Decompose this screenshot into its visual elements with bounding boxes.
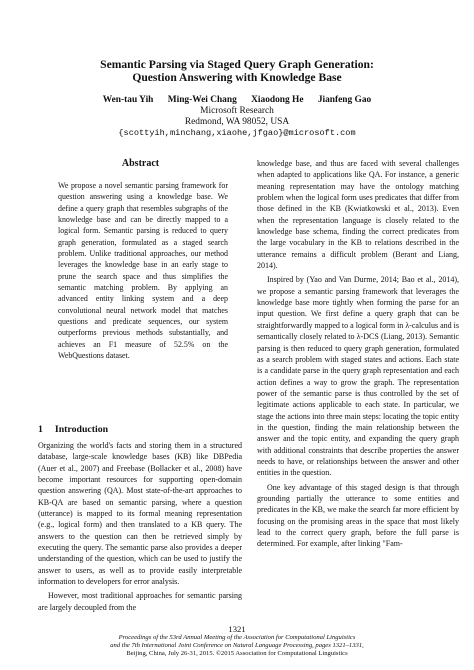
footer-line-3: Beijing, China, July 26-31, 2015. ©2015 Association for Computational Linguistics: [126, 649, 348, 657]
section-number: 1: [38, 424, 43, 435]
page-number: 1321: [228, 624, 246, 634]
paragraph: Organizing the world's facts and storing them in a structured database, large-scale knowledge bases (KB) like DBPedia (Auer et al., 2007) and Freebase (Bollacker et al., 2008) have become important resources for supporting open-domain question answering (QA). Most state-of-the-art approaches to KB-QA are based on semantic parsing, where a question (utterance) is mapped to its formal meaning representation (e.g., logical form) and then translated to a KB query. The answers to the question can then be retrieved simply by executing the query. The semantic parse also provides a deeper understanding of the question, which can be used to justify the answer to users, as well as to provide easily interpretable information to developers for error analysis.: [38, 441, 242, 587]
paragraph: Inspired by (Yao and Van Durme, 2014; Bao et al., 2014), we propose a semantic parsing framework that leverages the knowledge base more tightly when forming the parse for an input question. We first define a query graph that can be straightforwardly mapped to a logical form in λ-calculus and is semantically closely related to λ-DCS (Liang, 2013). Semantic parsing is then reduced to query graph generation, formulated as a search problem with staged states and actions. Each state is a candidate parse in the query graph representation and each action defines a way to grow the graph. The representation power of the semantic parse is thus controlled by the set of legitimate actions applicable to each state. In particular, we stage the actions into three main steps: locating the topic entity in the question, finding the main relationship between the answer and the topic entity, and expanding the query graph with additional constraints that describe properties the answer needs to have, or relationships between the answer and other entities in the question.: [257, 275, 459, 478]
author-name: Jianfeng Gao: [317, 95, 372, 105]
paragraph: knowledge base, and thus are faced with several challenges when adapted to applications like QA. For instance, a generic meaning representation may have the ontology matching problem when the logical form uses predicates that differ from those defined in the KB (Kwiatkowski et al., 2013). Even when the representation language is closely related to the knowledge base schema, finding the correct predicates from the large vocabulary in the KB to relations described in the utterance remains a difficult problem (Berant and Liang, 2014).: [257, 159, 459, 271]
section-heading-introduction: [38, 424, 108, 435]
paper-title-line-1: Semantic Parsing via Staged Query Graph Generation:: [100, 58, 374, 71]
abstract-heading: Abstract: [121, 158, 160, 169]
abstract-text: We propose a novel semantic parsing framework for question answering using a knowledge base. We define a query graph that resembles subgraphs of the knowledge base and can be directly mapped to a logical form. Semantic parsing is reduced to query graph generation, formulated as a staged search problem. Unlike traditional approaches, our method leverages the knowledge base in an early stage to prune the search space and thus simplifies the semantic matching problem. By applying an advanced entity linking system and a deep convolutional neural network model that matches questions and predicate sequences, our system outperforms previous methods substantially, and achieves an F1 measure of 52.5% on the WebQuestions dataset.: [58, 181, 228, 361]
footer-line-2: and the 7th International Joint Conference on Natural Language Processing, pages 1321–1331,: [110, 641, 364, 649]
affiliation-line-2: Redmond, WA 98052, USA: [184, 117, 290, 127]
footer-line-1: Proceedings of the 53rd Annual Meeting of the Association for Computational Linguistics: [118, 634, 356, 641]
right-column-body: [257, 158, 459, 550]
author-name: Wen-tau Yih: [102, 95, 154, 105]
paragraph: However, most traditional approaches for semantic parsing are largely decoupled from the: [38, 591, 242, 612]
introduction-body: [38, 440, 242, 613]
author-name: Ming-Wei Chang: [167, 95, 237, 105]
author-name: Xiaodong He: [251, 95, 304, 105]
paragraph: One key advantage of this staged design is that through grounding partially the utterance to some entities and predicates in the KB, we make the search far more efficient by focusing on the promising areas in the space that most likely lead to the correct query graph, before the full parse is determined. For example, after linking "Fam-: [257, 482, 459, 549]
proceedings-footer: [0, 634, 474, 657]
section-title: Introduction: [54, 424, 109, 435]
affiliation-line-1: Microsoft Research: [200, 106, 274, 116]
author-emails: {scottyih,minchang,xiaohe,jfgao}@microsoft.com: [118, 128, 356, 138]
author-list: [60, 95, 414, 105]
paper-title-line-2: Question Answering with Knowledge Base: [132, 71, 342, 84]
